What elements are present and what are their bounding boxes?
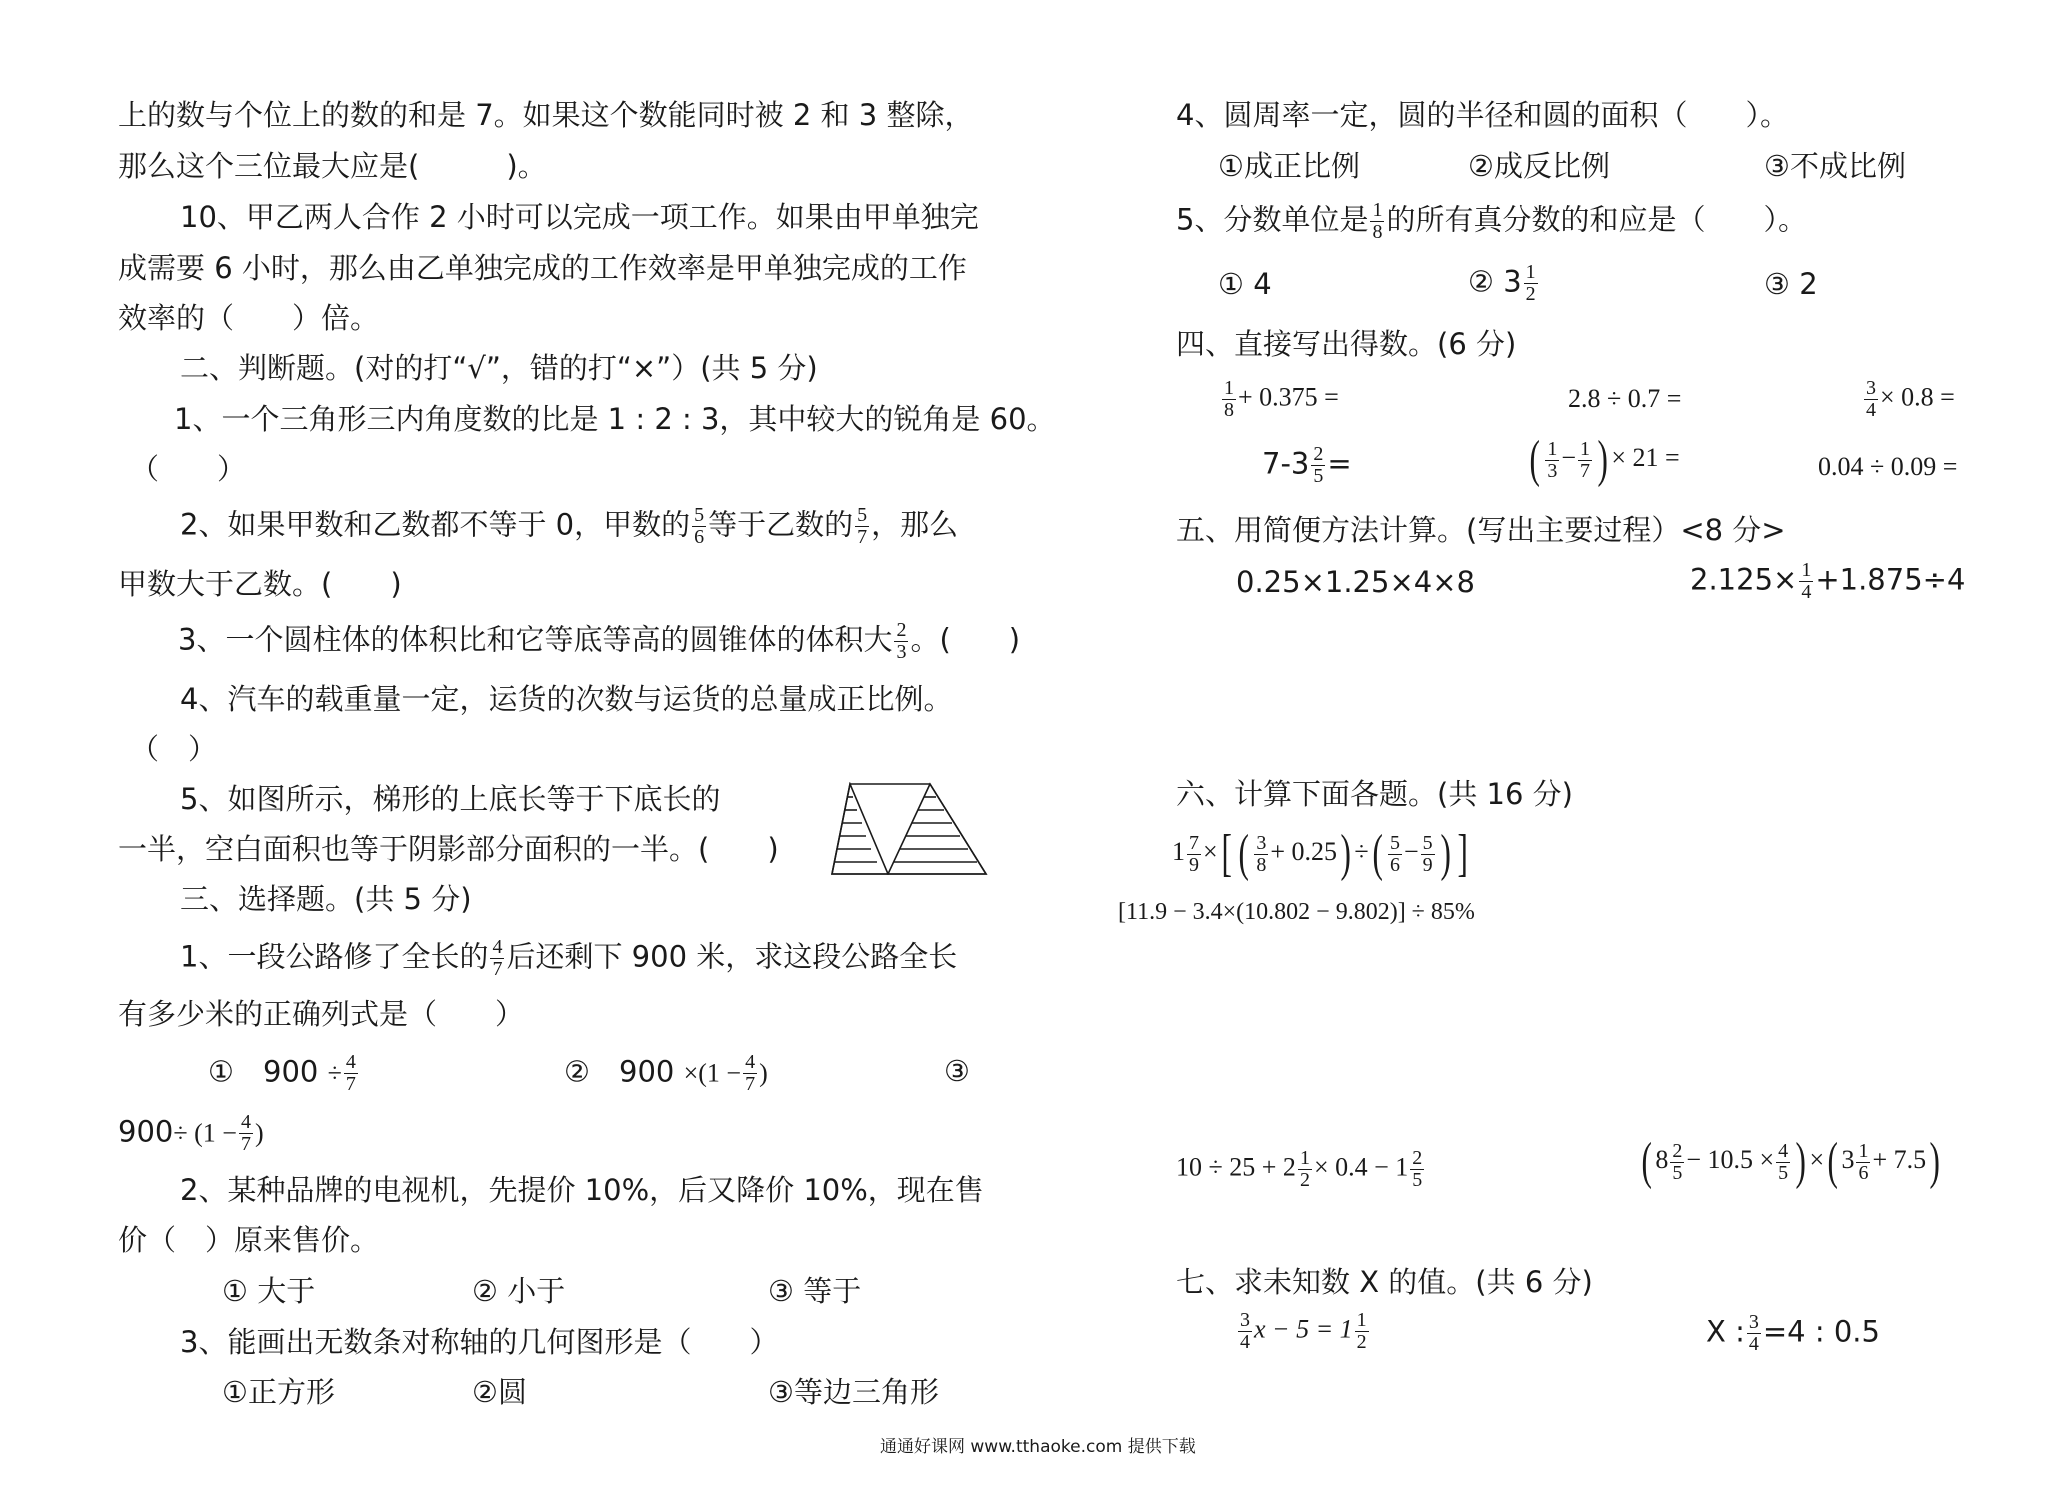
fraction: $\frac{3}{8}$ (1256, 831, 1267, 876)
expression: ÷ (1 − (173, 1118, 237, 1148)
paren: ) (1440, 825, 1451, 882)
text: 的所有真分数的和应是（ ）。 (1386, 202, 1807, 237)
direct-calc-3 (1862, 378, 1955, 421)
text: ① 900 (208, 1054, 319, 1089)
judge-1: 1、一个三角形三内角度数的比是 1 : 2 : 3，其中较大的锐角是 60。 (174, 402, 1056, 436)
choice-1-option-1 (208, 1052, 360, 1095)
section-2-heading: 二、判断题。(对的打“√”，错的打“×”）(共 5 分) (180, 351, 818, 385)
section-7-heading: 七、求未知数 X 的值。(共 6 分) (1176, 1265, 1593, 1299)
choice-5-option-2 (1468, 262, 1540, 305)
fraction: $\frac{5}{7}$ (857, 504, 868, 548)
fraction: $\frac{5}{6}$ (1389, 831, 1400, 876)
equation-1 (1236, 1310, 1371, 1353)
simplify-1: 0.25×1.25×4×8 (1236, 565, 1475, 599)
expression: − 10.5 × (1686, 1144, 1775, 1174)
choice-2-option-1: ① 大于 (222, 1274, 316, 1308)
fraction: $\frac{5}{9}$ (1422, 831, 1433, 876)
text-line: 那么这个三位最大应是( )。 (118, 149, 547, 183)
choice-2-option-2: ② 小于 (472, 1274, 566, 1308)
fraction: $\frac{1}{7}$ (1580, 437, 1590, 482)
paren: ( (1238, 825, 1249, 882)
fraction: $\frac{3}{4}$ (1748, 1311, 1759, 1355)
text-line: 成需要 6 小时，那么由乙单独完成的工作效率是甲单独完成的工作 (118, 251, 967, 285)
choice-5-option-1: ① 4 (1218, 267, 1272, 301)
fraction: $\frac{4}{7}$ (745, 1051, 756, 1095)
choice-1-option-2 (564, 1052, 768, 1095)
fraction: $\frac{1}{4}$ (1801, 559, 1812, 603)
expression: 10 ÷ 25 + 2 (1176, 1152, 1296, 1182)
calc-1 (1172, 825, 1471, 882)
fraction: $\frac{2}{5}$ (1313, 443, 1324, 487)
expression: ×(1 − (683, 1058, 742, 1088)
footer-watermark: 通通好课网 www.tthaoke.com 提供下载 (880, 1437, 1196, 1457)
expression: + 7.5 (1872, 1144, 1927, 1174)
paren: ( (1641, 1133, 1652, 1190)
text-line: 一半，空白面积也等于阴影部分面积的一半。( ) (118, 832, 779, 866)
text: =4 : 0.5 (1762, 1314, 1880, 1349)
fraction: $\frac{4}{7}$ (492, 936, 503, 980)
fraction: $\frac{4}{5}$ (1778, 1139, 1789, 1184)
choice-3-option-3: ③等边三角形 (768, 1375, 939, 1409)
answer-blank: （ ） (130, 452, 247, 486)
paren: ( (1372, 825, 1383, 882)
section-3-heading: 三、选择题。(共 5 分) (180, 882, 472, 916)
text: ② 900 (564, 1054, 675, 1089)
choice-3-option-1: ①正方形 (222, 1375, 335, 1409)
choice-4-option-3: ③不成比例 (1764, 149, 1906, 183)
text: 7-3 (1262, 446, 1310, 481)
judge-5: 5、如图所示，梯形的上底长等于下底长的 (180, 782, 721, 816)
operator: ÷ (327, 1058, 342, 1088)
section-6-heading: 六、计算下面各题。(共 16 分) (1176, 777, 1573, 811)
choice-5-option-3: ③ 2 (1764, 267, 1818, 301)
text: 1、一段公路修了全长的 (180, 939, 489, 974)
text: 2.125× (1690, 562, 1798, 597)
answer-blank: （ ） (130, 732, 218, 766)
operator: × (1203, 836, 1218, 866)
expression: x − 5 = 1 (1254, 1314, 1353, 1344)
text: 后还剩下 900 米，求这段公路全长 (506, 939, 958, 974)
fraction: $\frac{2}{5}$ (1412, 1147, 1423, 1191)
choice-3-option-2: ②圆 (472, 1375, 527, 1409)
fraction: $\frac{1}{2}$ (1525, 261, 1536, 305)
text: 5、分数单位是 (1176, 202, 1369, 237)
text: 。( ) (910, 622, 1021, 657)
judge-2 (180, 505, 958, 548)
text: ，那么 (871, 507, 959, 542)
calc-4 (1638, 1133, 1943, 1190)
calc-3 (1176, 1148, 1426, 1191)
question-10: 10、甲乙两人合作 2 小时可以完成一项工作。如果由甲单独完 (180, 200, 979, 234)
fraction: $\frac{4}{7}$ (345, 1051, 356, 1095)
text: 3、一个圆柱体的体积比和它等底等高的圆锥体的体积大 (178, 622, 893, 657)
expression: + 0.375 = (1238, 382, 1339, 412)
bracket: ] (1457, 825, 1468, 882)
text: 1 (1172, 836, 1185, 866)
fraction: $\frac{1}{8}$ (1224, 377, 1234, 421)
judge-4: 4、汽车的载重量一定，运货的次数与运货的总量成正比例。 (180, 682, 953, 716)
text: 2、如果甲数和乙数都不等于 0，甲数的 (180, 507, 691, 542)
expression: × 0.4 − 1 (1313, 1152, 1409, 1182)
paren: ( (1827, 1133, 1839, 1190)
choice-4-option-1: ①成正比例 (1218, 149, 1360, 183)
judge-3 (178, 620, 1020, 663)
fraction: $\frac{1}{2}$ (1356, 1309, 1367, 1353)
choice-4: 4、圆周率一定，圆的半径和圆的面积（ ）。 (1176, 98, 1789, 132)
fraction: $\frac{1}{2}$ (1299, 1147, 1310, 1191)
fraction: $\frac{7}{9}$ (1189, 831, 1199, 876)
fraction: $\frac{5}{6}$ (694, 504, 705, 548)
choice-5 (1176, 200, 1807, 243)
expression: + 0.25 (1270, 836, 1337, 866)
fraction: $\frac{1}{6}$ (1858, 1139, 1869, 1184)
choice-2: 2、某种品牌的电视机，先提价 10%，后又降价 10%，现在售 (180, 1173, 984, 1207)
text: X : (1706, 1314, 1745, 1349)
fraction: $\frac{1}{3}$ (1547, 437, 1558, 482)
fraction: $\frac{2}{5}$ (1672, 1139, 1683, 1184)
text: 8 (1655, 1144, 1669, 1174)
equation-2 (1706, 1312, 1880, 1355)
section-5-heading: 五、用简便方法计算。(写出主要过程）<8 分> (1176, 513, 1786, 547)
choice-4-option-2: ②成反比例 (1468, 149, 1610, 183)
operator: × (1809, 1144, 1825, 1174)
choice-1 (180, 937, 957, 980)
paren: ) (759, 1058, 768, 1088)
paren: ) (1340, 825, 1351, 882)
bracket: [ (1221, 825, 1232, 882)
text: = (1327, 446, 1352, 481)
text-line: 上的数与个位上的数的和是 7。如果这个数能同时被 2 和 3 整除， (118, 98, 974, 132)
paren: ) (1929, 1133, 1941, 1190)
text: +1.875÷4 (1815, 562, 1966, 597)
paren: ) (254, 1118, 264, 1148)
operator: − (1403, 836, 1419, 866)
calc-2: [11.9 − 3.4×(10.802 − 9.802)] ÷ 85% (1118, 899, 1475, 925)
direct-calc-4 (1262, 444, 1352, 487)
fraction: $\frac{2}{3}$ (896, 619, 907, 663)
expression: × 21 = (1611, 442, 1680, 472)
fraction: $\frac{1}{8}$ (1372, 199, 1383, 243)
choice-1-option-3: ③ (944, 1054, 970, 1088)
direct-calc-5 (1526, 431, 1680, 488)
text-line: 有多少米的正确列式是（ ） (118, 997, 525, 1031)
choice-3: 3、能画出无数条对称轴的几何图形是（ ） (180, 1325, 779, 1359)
trapezoid-figure (830, 782, 988, 876)
text: 900 (118, 1114, 174, 1149)
fraction: $\frac{4}{7}$ (240, 1111, 251, 1155)
text-line: 价（ ）原来售价。 (118, 1223, 380, 1257)
operator: ÷ (1354, 836, 1369, 866)
direct-calc-6: 0.04 ÷ 0.09 = (1818, 452, 1958, 481)
text-line: 效率的（ ）倍。 (118, 301, 380, 335)
choice-1-option-3-expr (118, 1112, 264, 1155)
choice-2-option-3: ③ 等于 (768, 1274, 862, 1308)
section-4-heading: 四、直接写出得数。(6 分) (1176, 327, 1517, 361)
text: ② 3 (1468, 264, 1522, 299)
paren: ( (1529, 431, 1540, 488)
operator: − (1561, 442, 1576, 472)
text-line: 甲数大于乙数。( ) (118, 567, 402, 601)
expression: × 0.8 = (1880, 382, 1955, 412)
simplify-2 (1690, 560, 1965, 603)
fraction: $\frac{3}{4}$ (1240, 1309, 1250, 1353)
text: 等于乙数的 (708, 507, 854, 542)
fraction: $\frac{3}{4}$ (1866, 377, 1876, 421)
paren: ) (1795, 1133, 1807, 1190)
paren: ) (1597, 431, 1608, 488)
direct-calc-2: 2.8 ÷ 0.7 = (1568, 384, 1682, 413)
text: 3 (1841, 1144, 1855, 1174)
direct-calc-1 (1220, 378, 1339, 421)
